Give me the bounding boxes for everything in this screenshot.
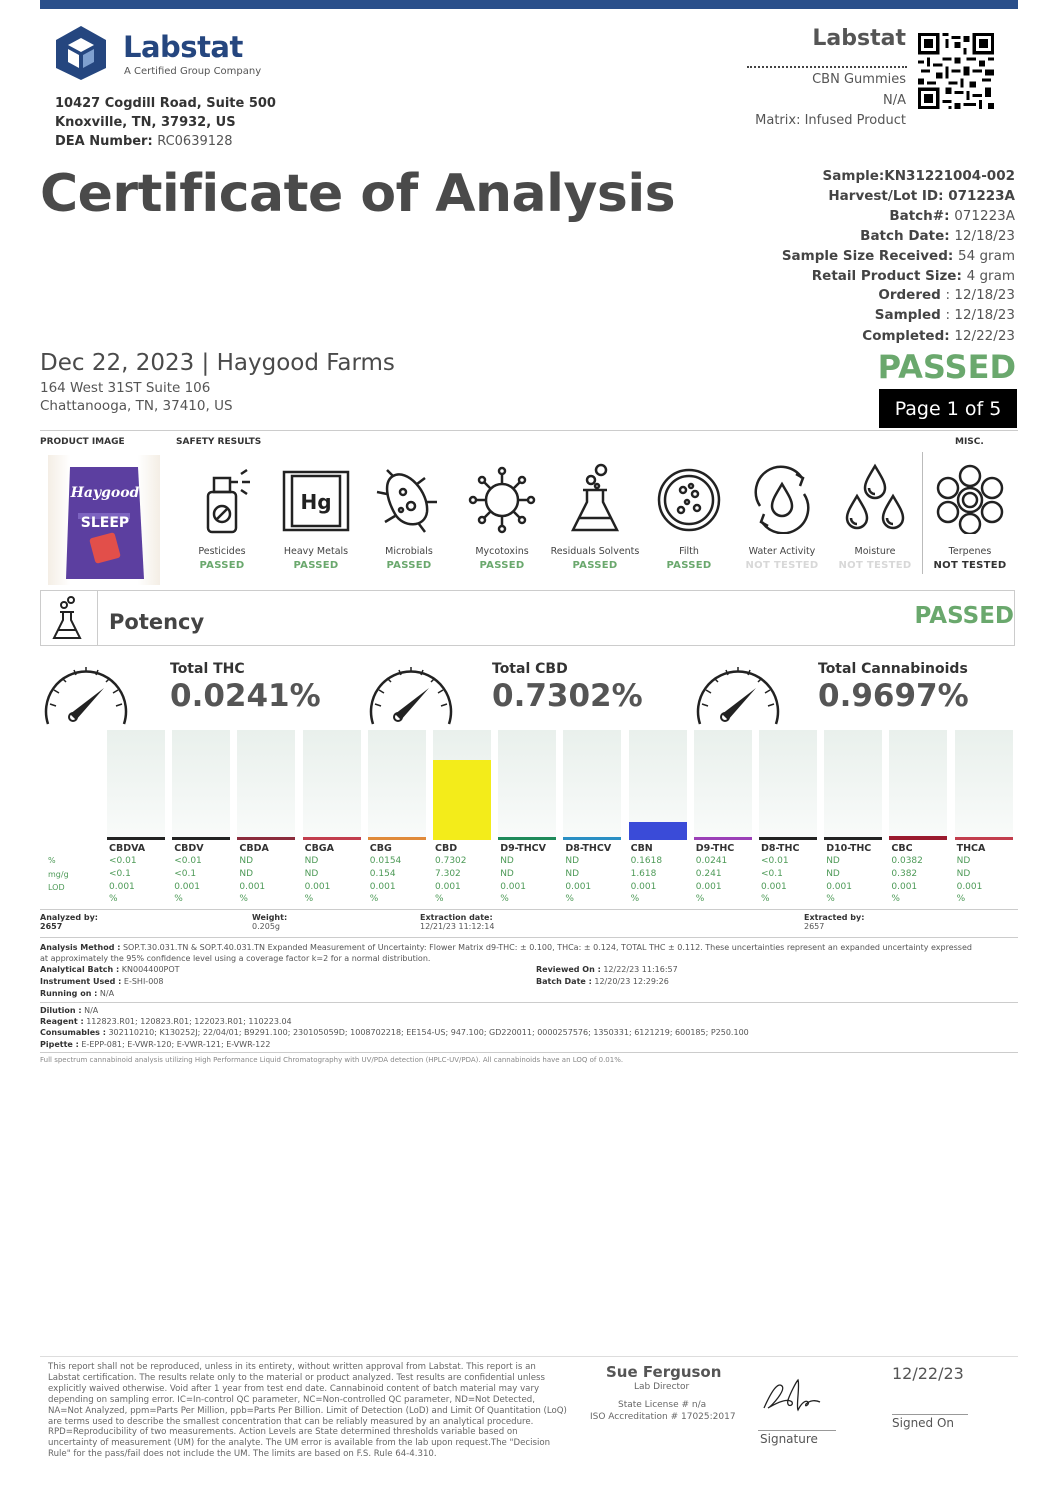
value-pct: 0.1618	[630, 856, 663, 866]
bar-baseline	[563, 837, 621, 840]
disclaimer: This report shall not be reproduced, unless in its entirety, without written approval from Labstat. This report is an Labstat certification. The results relate only to the material or product analyzed. Test results are confidential unless explicitly waived otherwise. Void after 1 year from test end date. Cannabinoid content of batch material may vary depending on sampling error. IC=In-control QC parameter, NC=Non-controlled QC parameter, ND=Not Detected, NA=Not Analyzed, ppm=Parts Per Million, ppb=Parts Per Billion. Limit of Detection (LoD) and Limit Of Quantitation (LoQ) are terms used to describe the smallest concentration that can be reliably measured by an analytical procedure. RPD=Reproducibility of two measurements. Action Levels are State determined thresholds variable based on uncertainty of measurement (UM) for the analyte. The UM error is available from the lab upon request.The "Decision Rule" for the pass/fail does not include the UM. The limits are based on F.S. Rule 64-4.310.	[48, 1362, 567, 1460]
logo-tagline: A Certified Group Company	[124, 66, 262, 77]
bar-baseline	[955, 837, 1013, 840]
meta-value: : 12/18/23	[945, 307, 1015, 323]
extraction-date: Extraction date: 12/21/23 11:12:14	[420, 913, 495, 931]
bar-column	[107, 730, 165, 840]
signer-title: Lab Director	[634, 1382, 690, 1392]
bar-baseline	[824, 837, 882, 840]
meta-label: Sample:	[822, 168, 885, 184]
bar-baseline	[237, 837, 295, 840]
value-mgg: ND	[304, 869, 319, 879]
value-pct: ND	[239, 856, 254, 866]
meta-row	[828, 188, 1015, 204]
safety-item-mycotoxins	[457, 462, 547, 571]
reagent: Reagent : 112823.R01; 120823.R01; 122023.R01; 110223.04	[40, 1017, 292, 1026]
bar-baseline	[629, 837, 687, 840]
safety-name: Filth	[679, 546, 699, 557]
bar-baseline	[694, 837, 752, 840]
microbe-icon	[373, 462, 445, 534]
meta-value: KN31221004-002	[884, 168, 1015, 184]
value-lod: 0.001	[435, 882, 461, 892]
product-label: SLEEP	[80, 515, 130, 531]
divider	[40, 430, 1018, 431]
extracted-by: Extracted by: 2657	[804, 913, 865, 931]
row-label-lod: LOD	[48, 883, 65, 892]
safety-item-heavy-metals	[271, 462, 361, 571]
bar-baseline	[172, 837, 230, 840]
meta-label: Sampled	[874, 307, 946, 323]
bar-baseline	[759, 837, 817, 840]
logo-name: Labstat	[123, 30, 243, 64]
potency-title: Potency	[109, 610, 205, 634]
total-cbd-value: 0.7302%	[492, 678, 643, 714]
safety-name: Mycotoxins	[475, 546, 529, 557]
meta-row	[889, 208, 1015, 224]
signature-line	[758, 1430, 836, 1431]
bar-column	[889, 730, 947, 840]
row-label-pct: %	[48, 856, 56, 865]
flower-icon	[934, 462, 1006, 534]
value-lod: 0.001	[761, 882, 787, 892]
dea-number	[55, 134, 233, 149]
safety-status: NOT TESTED	[745, 560, 819, 571]
value-mgg: ND	[956, 869, 971, 879]
bar-column	[237, 730, 295, 840]
svg-text:Hg: Hg	[300, 490, 332, 514]
product-image	[48, 455, 160, 585]
value-mgg: 0.154	[369, 869, 396, 879]
meta-label: Batch Date:	[860, 228, 955, 244]
analytical-batch: Analytical Batch : KN004400POT	[40, 965, 180, 974]
iso-accreditation: ISO Accreditation # 17025:2017	[590, 1412, 736, 1422]
safety-name: Moisture	[854, 546, 896, 557]
cannabinoid-name: D8-THC	[761, 843, 800, 854]
bar-cbd	[433, 760, 491, 840]
labstat-logo-icon	[52, 24, 110, 82]
bar-column	[955, 730, 1013, 840]
value-mgg: <0.1	[109, 869, 131, 879]
value-pct: 0.7302	[435, 856, 467, 866]
divider	[40, 1052, 1018, 1053]
meta-value: 12/18/23	[954, 228, 1015, 244]
safety-name: Pesticides	[198, 546, 246, 557]
top-accent-bar	[40, 0, 1018, 9]
hg-element-icon	[280, 462, 352, 534]
row-label-mgg: mg/g	[48, 870, 69, 879]
lod-unit: %	[435, 894, 444, 904]
meta-value: 071223A	[948, 188, 1015, 204]
meta-label: Harvest/Lot ID:	[828, 188, 949, 204]
safety-status: NOT TESTED	[933, 560, 1007, 571]
analysis-note: Full spectrum cannabinoid analysis utilizing High Performance Liquid Chromatography with UV/PDA detection (HPLC-UV/PDA). All cannabinoids have an LOQ of 0.01%.	[40, 1056, 624, 1064]
value-mgg: 1.618	[630, 869, 657, 879]
bar-column	[629, 730, 687, 840]
running-on: Running on : N/A	[40, 989, 115, 998]
value-mgg: 7.302	[435, 869, 461, 879]
signed-date: 12/22/23	[892, 1364, 964, 1383]
safety-status: PASSED	[293, 560, 339, 571]
droplets-icon	[839, 462, 911, 534]
matrix-type: Matrix: Infused Product	[755, 113, 906, 128]
cannabinoid-name: D9-THCV	[500, 843, 546, 854]
cannabinoid-name: THCA	[956, 843, 986, 854]
value-lod: 0.001	[369, 882, 396, 892]
value-mgg: ND	[500, 869, 514, 879]
meta-row	[862, 328, 1015, 344]
bar-baseline	[889, 837, 947, 840]
safety-status: PASSED	[386, 560, 432, 571]
value-pct: ND	[565, 856, 580, 866]
value-pct: ND	[304, 856, 319, 866]
consumables: Consumables : 302110210; K130252J; 22/04/01; B9291.100; 230105059D; 1008702218; EE154-US; 947.100; GD220011; 0000257576; 1350331; 6121219; 600185; P250.100	[40, 1028, 749, 1037]
bar-baseline	[498, 837, 556, 840]
signed-on-label: Signed On	[892, 1416, 955, 1430]
potency-status: PASSED	[914, 603, 1014, 629]
bar-column	[433, 730, 491, 840]
lod-unit: %	[239, 894, 248, 904]
lab-address-line2: Knoxville, TN, 37932, US	[55, 115, 236, 130]
safety-item-microbials	[364, 462, 454, 571]
weight: Weight: 0.205g	[252, 913, 288, 931]
meta-row	[823, 168, 1015, 184]
value-mgg: ND	[565, 869, 580, 879]
value-pct: 0.0382	[891, 856, 923, 866]
safety-name: Heavy Metals	[283, 546, 349, 557]
brand-right: Labstat	[812, 26, 906, 51]
meta-label: Retail Product Size:	[811, 268, 967, 284]
bar-baseline	[107, 837, 165, 840]
value-pct: ND	[500, 856, 514, 866]
page-indicator: Page 1 of 5	[879, 389, 1017, 428]
value-lod: 0.001	[891, 882, 918, 892]
bar-column	[368, 730, 426, 840]
overall-status: PASSED	[877, 348, 1016, 386]
gauge-icon	[692, 658, 784, 728]
client-address1: 164 West 31ST Suite 106	[40, 380, 211, 396]
safety-status: PASSED	[199, 560, 245, 571]
dilution: Dilution : N/A	[40, 1006, 99, 1015]
value-lod: 0.001	[826, 882, 852, 892]
value-mgg: ND	[826, 869, 840, 879]
cannabinoid-name: CBC	[891, 843, 913, 854]
batch-date: Batch Date : 12/20/23 12:29:26	[536, 977, 669, 986]
signature-label: Signature	[760, 1432, 818, 1446]
gauge-icon	[40, 658, 132, 728]
dotted-divider	[747, 66, 907, 68]
divider	[40, 909, 1018, 910]
meta-value: 12/22/23	[954, 328, 1015, 344]
value-pct: <0.01	[174, 856, 202, 866]
lod-unit: %	[695, 894, 705, 904]
total-thc-label: Total THC	[170, 661, 245, 677]
product-image-label: PRODUCT IMAGE	[40, 437, 125, 447]
safety-status: PASSED	[572, 560, 618, 571]
lod-unit: %	[761, 894, 770, 904]
meta-row	[782, 248, 1015, 264]
meta-row	[875, 307, 1015, 323]
client-address2: Chattanooga, TN, 37410, US	[40, 398, 233, 414]
bar-column	[303, 730, 361, 840]
value-pct: 0.0241	[695, 856, 728, 866]
bar-column	[759, 730, 817, 840]
value-lod: 0.001	[956, 882, 983, 892]
cannabinoid-name: D9-THC	[695, 843, 735, 854]
analysis-method: Analysis Method : SOP.T.30.031.TN & SOP.T.40.031.TN Expanded Measurement of Uncertainty: Flower Matrix d9-THC: ± 0.100, THCa: ± 0.124, TOTAL THC ± 0.112. These uncertainties represent an expanded uncertainty expressed at approximately the 95% confidence level using a coverage factor k=2 for a normal distribution.	[40, 943, 972, 963]
petri-dish-icon	[653, 462, 725, 534]
value-pct: <0.01	[761, 856, 789, 866]
product-brand: Haygood	[70, 485, 140, 501]
lod-unit: %	[174, 894, 183, 904]
value-lod: 0.001	[500, 882, 526, 892]
meta-label: Sample Size Received:	[781, 248, 958, 264]
bar-column	[694, 730, 752, 840]
safety-results-label: SAFETY RESULTS	[176, 437, 262, 447]
signed-on-line	[892, 1414, 968, 1415]
meta-label: Batch#:	[889, 208, 955, 224]
total-cbd-label: Total CBD	[492, 661, 568, 677]
signature-image	[758, 1372, 824, 1420]
bar-column	[498, 730, 556, 840]
safety-item-filth	[644, 462, 734, 571]
meta-row	[878, 287, 1015, 303]
safety-item-water-activity	[737, 462, 827, 571]
value-lod: 0.001	[630, 882, 657, 892]
potency-divider	[97, 591, 98, 645]
misc-divider	[922, 452, 923, 574]
divider	[40, 1002, 1018, 1003]
value-pct: <0.01	[109, 856, 137, 866]
bar-baseline	[368, 837, 426, 840]
safety-name: Water Activity	[748, 546, 816, 557]
lod-unit: %	[630, 894, 640, 904]
value-mgg: <0.1	[761, 869, 783, 879]
cannabinoid-name: D10-THC	[826, 843, 872, 854]
value-pct: ND	[956, 856, 971, 866]
value-lod: 0.001	[239, 882, 266, 892]
cannabinoid-name: D8-THCV	[565, 843, 612, 854]
lod-unit: %	[369, 894, 379, 904]
water-cycle-icon	[746, 462, 818, 534]
cannabinoid-name: CBD	[435, 843, 458, 854]
virus-icon	[466, 462, 538, 534]
product-name: CBN Gummies	[812, 72, 906, 87]
signer-name: Sue Ferguson	[606, 1363, 722, 1381]
safety-item-terpenes	[925, 462, 1015, 571]
total-cannabinoids-value: 0.9697%	[818, 678, 969, 714]
spray-bottle-icon	[186, 462, 258, 534]
dea-value: RC0639128	[157, 134, 233, 149]
value-lod: 0.001	[565, 882, 592, 892]
value-pct: ND	[826, 856, 840, 866]
safety-item-moisture	[830, 462, 920, 571]
value-mgg: ND	[239, 869, 254, 879]
meta-label: Ordered	[878, 287, 946, 303]
value-mgg: 0.241	[695, 869, 722, 879]
meta-row	[860, 228, 1015, 244]
pipette: Pipette : E-EPP-081; E-VWR-120; E-VWR-121; E-VWR-122	[40, 1040, 271, 1049]
safety-status: PASSED	[479, 560, 525, 571]
divider	[40, 937, 1018, 938]
cannabinoid-name: CBDV	[174, 843, 204, 854]
safety-name: Terpenes	[948, 546, 992, 557]
meta-label: Completed:	[862, 328, 955, 344]
cannabinoid-name: CBGA	[304, 843, 334, 854]
bar-column	[172, 730, 230, 840]
meta-value: 4 gram	[966, 268, 1015, 284]
footer-divider	[40, 1356, 1018, 1357]
product-na: N/A	[883, 93, 906, 108]
value-mgg: 0.382	[891, 869, 918, 879]
cannabinoid-name: CBG	[369, 843, 392, 854]
value-lod: 0.001	[174, 882, 200, 892]
bar-baseline	[433, 837, 491, 840]
meta-value: 071223A	[954, 208, 1015, 224]
meta-row	[812, 268, 1015, 284]
safety-item-pesticides	[177, 462, 267, 571]
lod-unit: %	[304, 894, 314, 904]
analyzed-by: Analyzed by: 2657	[40, 913, 98, 931]
cannabinoid-name: CBDVA	[109, 843, 146, 854]
gauge-icon	[365, 658, 457, 728]
lod-unit: %	[956, 894, 966, 904]
value-lod: 0.001	[304, 882, 331, 892]
bar-column	[824, 730, 882, 840]
value-lod: 0.001	[109, 882, 135, 892]
bar-baseline	[303, 837, 361, 840]
state-license: State License # n/a	[618, 1400, 707, 1410]
cannabinoid-name: CBDA	[239, 843, 269, 854]
total-thc-value: 0.0241%	[170, 678, 321, 714]
safety-status: NOT TESTED	[838, 560, 912, 571]
lod-unit: %	[500, 894, 509, 904]
cannabinoid-name: CBN	[630, 843, 653, 854]
safety-item-residual-solvents	[550, 462, 640, 571]
lod-unit: %	[109, 894, 118, 904]
lod-unit: %	[826, 894, 835, 904]
value-pct: 0.0154	[369, 856, 402, 866]
client-date-name: Dec 22, 2023 | Haygood Farms	[40, 350, 395, 376]
value-mgg: <0.1	[174, 869, 197, 879]
safety-name: Residuals Solvents	[550, 546, 640, 557]
instrument-used: Instrument Used : E-SHI-008	[40, 977, 164, 986]
lab-address-line1: 10427 Cogdill Road, Suite 500	[55, 96, 276, 111]
misc-label: MISC.	[955, 437, 984, 447]
page-title: Certificate of Analysis	[40, 164, 676, 224]
safety-status: PASSED	[666, 560, 712, 571]
reviewed-on: Reviewed On : 12/22/23 11:16:57	[536, 965, 678, 974]
meta-value: : 12/18/23	[945, 287, 1015, 303]
lod-unit: %	[565, 894, 574, 904]
dea-label: DEA Number:	[55, 134, 153, 149]
bar-column	[563, 730, 621, 840]
lod-unit: %	[891, 894, 900, 904]
value-lod: 0.001	[695, 882, 722, 892]
potency-flask-icon	[50, 596, 84, 640]
meta-value: 54 gram	[957, 248, 1015, 264]
qr-code-icon[interactable]	[916, 33, 996, 109]
safety-name: Microbials	[385, 546, 433, 557]
flask-icon	[559, 462, 631, 534]
total-cannabinoids-label: Total Cannabinoids	[818, 661, 968, 677]
